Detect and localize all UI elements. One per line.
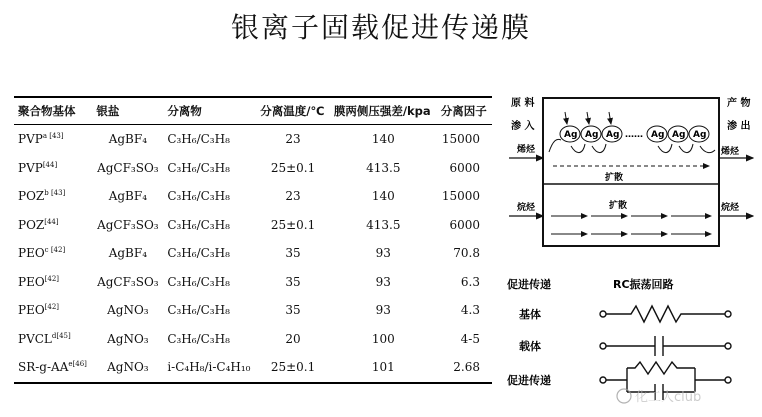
cell-pressure: 140 [371,132,395,147]
polymer-reference: b [43] [44,189,66,198]
cell-pressure: 140 [371,189,395,204]
polymer-reference: [42] [44,274,60,283]
ag-carriers [560,126,709,142]
cell-pressure: 93 [375,246,391,261]
cell-separation: C₃H₆/C₃H₈ [167,132,230,147]
polymer-name: PEO [18,303,45,318]
polymer-name: POZ [18,189,45,204]
cell-salt: AgCF₃SO₃ [97,217,159,232]
cell-factor: 6000 [449,217,480,232]
table-header-row [14,97,492,125]
cell-factor: 15000 [441,132,480,147]
resistor-symbol [600,306,731,322]
cell-polymer [14,353,92,383]
table-row [14,268,492,297]
cell-salt: AgBF₄ [108,189,148,204]
cell-separation: C₃H₆/C₃H₈ [167,274,230,289]
cell-factor: 4-5 [460,331,480,346]
polymer-reference: c [42] [44,246,66,255]
cell-salt: AgNO₃ [92,353,163,383]
col-header-factor: 分离因子 [437,97,492,125]
cell-salt: AgBF₄ [108,132,148,147]
cell-pressure: 100 [371,331,395,346]
polymer-name: PVP [18,132,43,147]
cell-salt: AgCF₃SO₃ [97,274,159,289]
cell-factor: 15000 [441,189,480,204]
cell-factor: 70.8 [453,246,480,261]
cell-polymer [14,325,92,354]
cell-temperature: 25±0.1 [270,160,316,175]
watermark-logo-icon [617,389,631,403]
cell-pressure: 413.5 [366,160,401,175]
cell-salt: AgNO₃ [107,331,149,346]
cell-temperature: 35 [285,246,301,261]
alkane-in-label: 烷烃 [517,203,536,213]
cell-factor: 6000 [449,160,480,175]
rc-right-header: RC振荡回路 [613,278,674,291]
cell-pressure: 101 [330,353,437,383]
col-header-salt: 银盐 [92,97,163,125]
cell-temperature: 23 [285,189,301,204]
page-title: 银离子固载促进传递膜 [230,11,531,44]
cell-polymer [14,182,92,211]
polymer-name: POZ [18,217,45,232]
rc-left-header: 促进传递 [507,278,551,291]
polymer-name: PVCL [18,331,52,346]
cell-separation: C₃H₆/C₃H₈ [167,160,230,175]
cell-salt: AgBF₄ [108,246,148,261]
cell-salt: AgNO₃ [107,303,149,318]
polymer-reference: [44] [44,217,59,226]
alkane-out-label: 烷烃 [721,203,740,213]
carrier-ellipsis: …… [625,130,643,140]
cell-pressure: 93 [375,303,391,318]
cell-salt: AgCF₃SO₃ [97,160,159,175]
table-row [14,211,492,240]
table-row [14,353,492,383]
membrane-transport-diagram [505,92,757,410]
cell-polymer [14,125,92,154]
cell-separation: C₃H₆/C₃H₈ [167,217,230,232]
ag-carrier-label: Ag [672,130,686,140]
cell-polymer [14,268,92,297]
product-label-2: 渗 出 [727,121,751,132]
polymer-reference: d[45] [51,331,71,340]
olefin-in-label: 烯烃 [517,145,536,155]
cell-temperature: 35 [285,303,301,318]
cell-separation: i-C₄H₈/i-C₄H₁₀ [163,353,256,383]
alkane-flow-arrows [551,216,711,234]
polymer-name: PEO [18,274,45,289]
table-row [14,182,492,211]
cell-factor: 4.3 [460,303,480,318]
cell-temperature: 20 [285,331,301,346]
polymer-name: SR-g-AA [18,360,69,375]
table-row [14,296,492,325]
membrane-box [543,98,719,246]
table-row [14,239,492,268]
ag-carrier-label: Ag [693,130,707,140]
cell-separation: C₃H₆/C₃H₈ [167,303,230,318]
olefin-out-label: 烯烃 [721,147,740,157]
cell-polymer [14,211,92,240]
cell-polymer [14,296,92,325]
cell-factor: 2.68 [437,353,492,383]
polymer-reference: a [43] [42,132,64,141]
cell-separation: C₃H₆/C₃H₈ [167,246,230,261]
rc-row-label-facilitated: 促进传递 [507,374,551,387]
watermark-text: 化工人club [635,390,702,405]
feed-label-1: 原 料 [511,98,535,109]
polymer-name: PEO [18,246,45,261]
table-row [14,154,492,183]
diffusion-label-1: 扩散 [605,173,624,183]
cell-polymer [14,154,92,183]
polymer-reference: [42] [44,303,60,312]
rc-row-label-carrier: 载体 [519,340,541,353]
ag-carrier-label: Ag [585,130,599,140]
polymer-name: PVP [18,160,43,175]
diffusion-label-2: 扩散 [609,201,628,211]
polymer-reference: [44] [42,160,58,169]
col-header-temperature: 分离温度/℃ [256,97,330,125]
polymer-reference: e[46] [68,360,87,369]
feed-label-2: 渗 入 [511,121,535,132]
cell-pressure: 93 [375,274,391,289]
cell-temperature: 23 [285,132,301,147]
product-label-1: 产 物 [727,98,751,109]
ag-carrier-label: Ag [606,130,620,140]
cell-pressure: 413.5 [366,217,401,232]
cell-temperature: 25±0.1 [270,217,316,232]
capacitor-symbol [600,336,731,356]
ag-carrier-label: Ag [564,130,578,140]
cell-temperature: 25±0.1 [256,353,330,383]
table-row [14,325,492,354]
rc-row-label-matrix: 基体 [519,308,541,321]
col-header-separation: 分离物 [163,97,256,125]
col-header-pressure: 膜两侧压强差/kpa [330,97,437,125]
cell-separation: C₃H₆/C₃H₈ [167,331,230,346]
ag-carrier-label: Ag [651,130,665,140]
cell-factor: 6.3 [460,274,480,289]
cell-polymer [14,239,92,268]
cell-temperature: 35 [285,274,301,289]
silver-membrane-table [14,96,492,384]
watermark [617,389,701,405]
col-header-polymer: 聚合物基体 [14,97,92,125]
table-row [14,125,492,154]
cell-separation: C₃H₆/C₃H₈ [167,189,230,204]
